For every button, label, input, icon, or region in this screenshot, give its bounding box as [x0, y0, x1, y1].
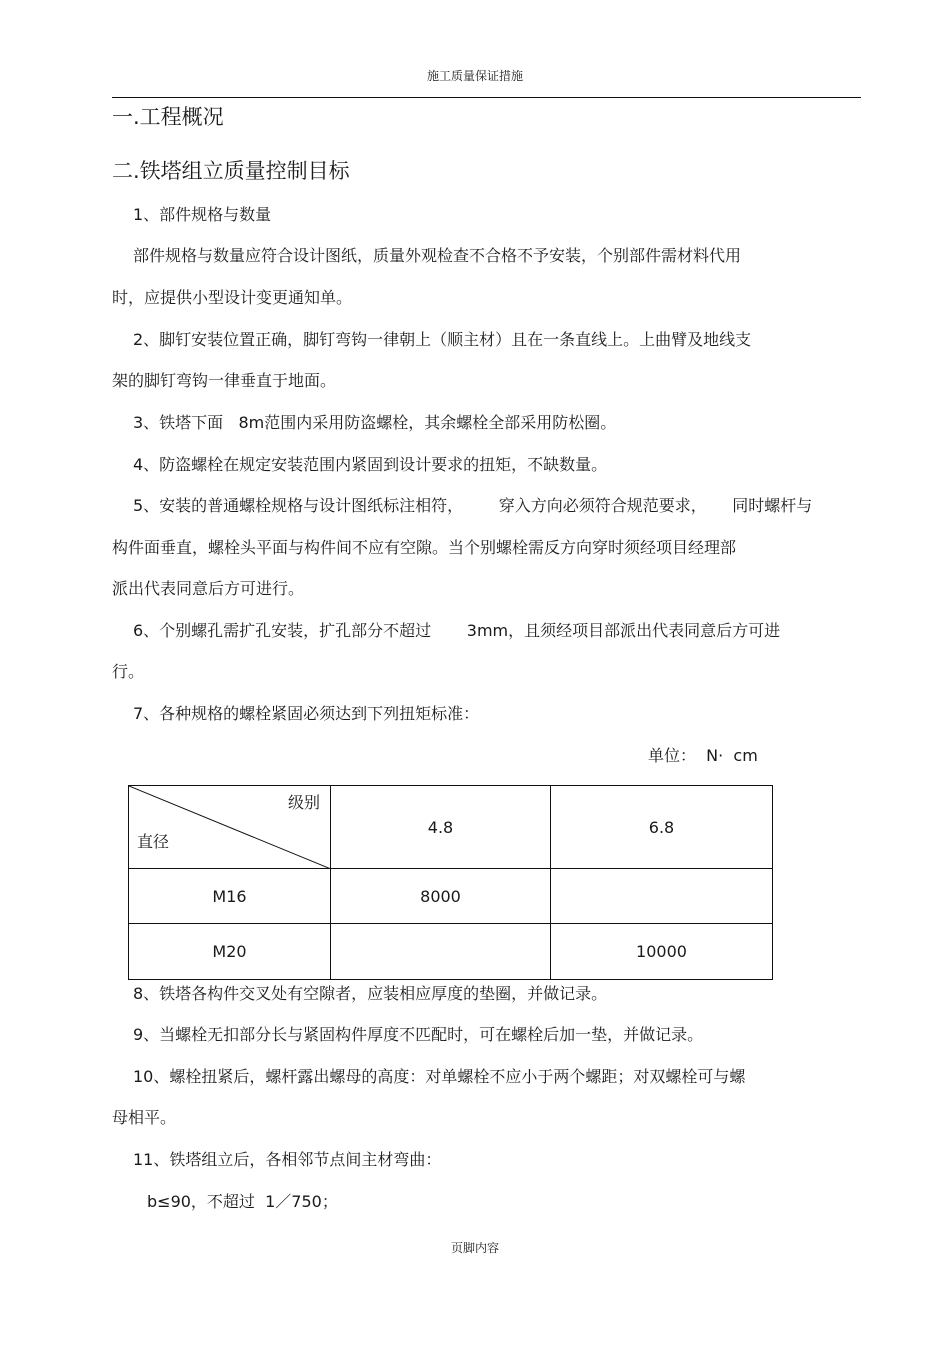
header-divider — [112, 97, 861, 98]
torque-cell: 10000 — [551, 924, 773, 980]
torque-cell — [551, 869, 773, 924]
table-corner-cell — [129, 786, 331, 869]
item-2-line-2: 架的脚钉弯钩一律垂直于地面。 — [112, 371, 337, 390]
grade-header-label: 级别 — [287, 793, 320, 812]
item-1-line-2: 时，应提供小型设计变更通知单。 — [112, 288, 353, 307]
grade-6-8-header: 6.8 — [551, 786, 773, 869]
item-9: 9、当螺栓无扣部分长与紧固构件厚度不匹配时，可在螺栓后加一垫，并做记录。 — [133, 1025, 704, 1044]
item-10-line-2: 母相平。 — [112, 1108, 177, 1127]
torque-cell — [331, 924, 551, 980]
page-header: 施工质量保证措施 — [426, 69, 523, 83]
item-7: 7、各种规格的螺栓紧固必须达到下列扭矩标准： — [133, 704, 480, 723]
page-footer: 页脚内容 — [450, 1241, 499, 1255]
unit-label: 单位： N· cm — [648, 746, 758, 765]
item-1-line-1: 部件规格与数量应符合设计图纸，质量外观检查不合格不予安装，个别部件需材料代用 — [133, 246, 742, 265]
item-1-title: 1、部件规格与数量 — [133, 205, 272, 224]
diameter-cell: M20 — [129, 924, 331, 980]
item-5-line-1: 5、安装的普通螺栓规格与设计图纸标注相符， 穿入方向必须符合规范要求， 同时螺杆与 — [133, 496, 813, 515]
table-header-row — [129, 786, 773, 869]
item-5-line-2: 构件面垂直，螺栓头平面与构件间不应有空隙。当个别螺栓需反方向穿时须经项目经理部 — [112, 538, 737, 557]
item-6-line-1: 6、个别螺孔需扩孔安装，扩孔部分不超过 3mm，且须经项目部派出代表同意后方可进 — [133, 621, 781, 640]
item-5-line-3: 派出代表同意后方可进行。 — [112, 579, 305, 598]
item-10-line-1: 10、螺栓扭紧后，螺杆露出螺母的高度：对单螺栓不应小于两个螺距；对双螺栓可与螺 — [133, 1067, 746, 1086]
item-11: 11、铁塔组立后，各相邻节点间主材弯曲： — [133, 1150, 442, 1169]
section-heading-overview: 一.工程概况 — [112, 105, 224, 129]
diameter-header-label: 直径 — [137, 832, 170, 851]
table-row — [129, 924, 773, 980]
table-row — [129, 869, 773, 924]
item-2-line-1: 2、脚钉安装位置正确，脚钉弯钩一律朝上（顺主材）且在一条直线上。上曲臂及地线支 — [133, 330, 752, 349]
torque-table — [128, 785, 773, 980]
item-11-condition: b≤90，不超过 1／750； — [147, 1192, 338, 1211]
item-6-line-2: 行。 — [112, 662, 145, 681]
item-8: 8、铁塔各构件交叉处有空隙者，应装相应厚度的垫圈，并做记录。 — [133, 984, 608, 1003]
section-heading-quality-target: 二.铁塔组立质量控制目标 — [112, 159, 350, 183]
item-4: 4、防盗螺栓在规定安装范围内紧固到设计要求的扭矩，不缺数量。 — [133, 455, 608, 474]
torque-cell: 8000 — [331, 869, 551, 924]
item-3: 3、铁塔下面 8m范围内采用防盗螺栓，其余螺栓全部采用防松圈。 — [133, 413, 617, 432]
diameter-cell: M16 — [129, 869, 331, 924]
grade-4-8-header: 4.8 — [331, 786, 551, 869]
